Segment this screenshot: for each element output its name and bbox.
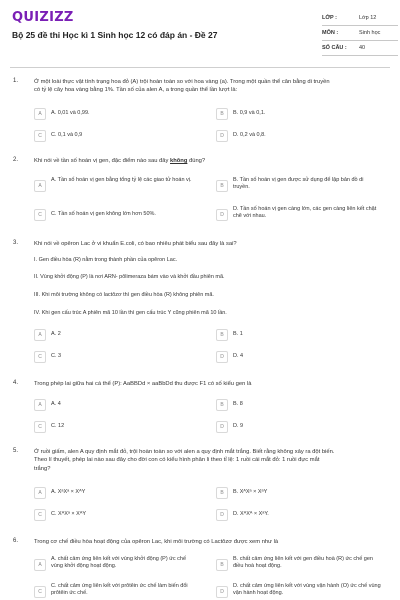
option-text: B. Tần số hoán vị gen được sử dụng để lập bản đồ di truyền.: [233, 177, 364, 190]
option-c[interactable]: [34, 130, 204, 142]
option-a[interactable]: [34, 399, 204, 411]
option-letter: D: [216, 586, 228, 598]
statement: II. Vùng khởi động (P) là nơi ARN- pôlimeraza bám vào và khởi đầu phiên mã.: [34, 274, 225, 280]
option-text: D. 0,2 và 0,8.: [233, 132, 266, 138]
emphasis-word: không: [170, 158, 188, 164]
option-d[interactable]: [216, 583, 386, 600]
option-text: D. 9: [233, 423, 244, 429]
option-letter: A: [34, 399, 46, 411]
option-letter: D: [216, 509, 228, 521]
question-line: Ở ruồi giấm, alen A quy định mắt đỏ, trội hoàn toàn so với alen a quy định mắt trắng. Biết rằng không xảy ra đột biến.: [34, 449, 335, 455]
option-letter: B: [216, 559, 228, 571]
option-text: B. chất cảm ứng liên kết với gen điều hoà (R) ức chế gen điều hoà hoạt động.: [233, 556, 373, 569]
option-text: B. 1: [233, 331, 243, 337]
option-letter: C: [34, 586, 46, 598]
option-c[interactable]: [34, 583, 204, 600]
option-c[interactable]: [34, 509, 204, 521]
question-stem: [34, 157, 390, 165]
statement: IV. Khi gen cấu trúc A phiên mã 10 lần thì gen cấu trúc Y cũng phiên mã 10 lần.: [34, 310, 227, 316]
option-d[interactable]: [216, 421, 386, 433]
option-text: A. Tần số hoán vị gen bằng tổng tỷ lệ các giao tử hoán vị.: [51, 177, 192, 183]
question-line: Theo lí thuyết, phép lai nào sau đây cho đời con có kiểu hình phân li theo tỉ lệ: 1 ruồi cái mắt đỏ: 1 ruồi đực mắt: [34, 457, 320, 464]
option-letter: D: [216, 351, 228, 363]
option-letter: B: [216, 329, 228, 341]
option-b[interactable]: [216, 329, 386, 341]
meta-label: MÔN :: [322, 30, 339, 36]
option-letter: A: [34, 487, 46, 499]
question-stem: Trong cơ chế điều hòa hoạt động của opêron Lac, khi môi trường có Lactôzơ được xem như là: [34, 539, 279, 545]
option-b[interactable]: [216, 108, 386, 120]
option-text: B. 0,9 và 0,1.: [233, 110, 266, 116]
option-text: A. chất cảm ứng liên kết với vùng khởi động (P) ức chế vùng khởi động hoạt động.: [51, 556, 187, 569]
question-number: 6.: [13, 538, 19, 544]
question-text: Khi nói về tần số hoán vị gen, đặc điểm nào sau đây: [34, 158, 170, 164]
option-letter: B: [216, 108, 228, 120]
statement: III. Khi môi trường không có lactôzơ thì gen điều hòa (R) không phiên mã.: [34, 292, 214, 298]
question-stem: [34, 78, 390, 95]
option-d[interactable]: [216, 206, 386, 224]
meta-row-count: [322, 42, 394, 56]
option-c[interactable]: [34, 351, 204, 363]
option-b[interactable]: [216, 556, 386, 574]
option-a[interactable]: [34, 487, 204, 499]
option-text: C. Tần số hoán vị gen không lớn hơn 50%.: [51, 211, 156, 217]
option-letter: A: [34, 329, 46, 341]
option-text: C. XᴬXᵃ × XᴬY: [51, 511, 87, 517]
option-a[interactable]: [34, 556, 204, 574]
option-text: C. chất cảm ứng liên kết với prôtêin ức chế làm biến đổi prôtêin ức chế.: [51, 583, 188, 596]
meta-value: 40: [359, 45, 366, 51]
option-text: D. chất cảm ứng liên kết với vùng vận hành (O) ức chế vùng vận hành hoạt động.: [233, 583, 381, 596]
question-number: 2.: [13, 157, 19, 163]
option-text: C. 12: [51, 423, 65, 429]
option-letter: C: [34, 209, 46, 221]
meta-label: SỐ CÂU :: [322, 45, 347, 51]
option-a[interactable]: [34, 108, 204, 120]
option-letter: C: [34, 351, 46, 363]
option-text: A. XᵃXᵃ × XᴬY: [51, 489, 86, 495]
question-stem: Trong phép lai giữa hai cá thể (P): AaBBDd × aaBbDd thu được F1 có số kiểu gen là: [34, 381, 252, 387]
question-number: 4.: [13, 380, 19, 386]
option-letter: D: [216, 209, 228, 221]
document-header: [0, 0, 400, 66]
option-letter: B: [216, 399, 228, 411]
option-a[interactable]: [34, 177, 204, 195]
option-letter: B: [216, 487, 228, 499]
option-text: A. 4: [51, 401, 61, 407]
option-text: B. 8: [233, 401, 243, 407]
option-a[interactable]: [34, 329, 204, 341]
question-line: có tỷ lệ cây hoa vàng bằng 1%. Tần số của alen A, a trong quần thể lần lượt là:: [34, 87, 238, 94]
question-text: đúng?: [187, 158, 206, 164]
quizizz-logo: QUIZIZZ: [12, 10, 74, 25]
meta-row-class: [322, 12, 394, 26]
option-letter: D: [216, 421, 228, 433]
option-text: A. 2: [51, 331, 61, 337]
page-title: Bộ 25 đề thi Học kì 1 Sinh học 12 có đáp án - Đề 27: [12, 30, 218, 40]
question-stem: [34, 448, 390, 473]
meta-value: Sinh học: [359, 30, 381, 36]
meta-row-subject: [322, 27, 394, 41]
option-text: D. XᴬXᴬ × XᵃY.: [233, 511, 269, 517]
option-text: D. 4: [233, 353, 244, 359]
option-text: B. XᴬXᵃ × XᵃY: [233, 489, 268, 495]
option-text: D. Tần số hoán vị gen càng lớn, các gen càng liên kết chặt chẽ với nhau.: [233, 206, 377, 219]
option-letter: C: [34, 130, 46, 142]
option-letter: A: [34, 180, 46, 192]
option-d[interactable]: [216, 351, 386, 363]
option-letter: D: [216, 130, 228, 142]
option-d[interactable]: [216, 130, 386, 142]
option-letter: A: [34, 108, 46, 120]
option-letter: B: [216, 180, 228, 192]
option-letter: A: [34, 559, 46, 571]
option-c[interactable]: [34, 421, 204, 433]
question-stem: Khi nói về opêron Lac ở vi khuẩn E.coli, có bao nhiêu phát biểu sau đây là sai?: [34, 241, 237, 247]
question-line: trắng?: [34, 465, 51, 472]
option-letter: C: [34, 421, 46, 433]
option-text: C. 0,1 và 0,9: [51, 132, 83, 138]
statement: I. Gen điều hòa (R) nằm trong thành phần của opêron Lac.: [34, 257, 178, 263]
question-number: 5.: [13, 448, 19, 454]
question-line: Ở một loài thực vật tính trạng hoa đỏ (A) trội hoàn toàn so với hoa vàng (a). Trong một quần thể cân bằng di truyền: [34, 79, 330, 85]
meta-label: LỚP :: [322, 15, 337, 21]
option-b[interactable]: [216, 399, 386, 411]
option-c[interactable]: [34, 209, 204, 221]
header-divider: [10, 67, 390, 68]
question-number: 1.: [13, 78, 19, 84]
option-text: A. 0,01 và 0,99.: [51, 110, 90, 116]
option-b[interactable]: [216, 177, 386, 195]
option-text: C. 3: [51, 353, 62, 359]
option-d[interactable]: [216, 509, 386, 521]
question-number: 3.: [13, 240, 19, 246]
option-b[interactable]: [216, 487, 386, 499]
option-letter: C: [34, 509, 46, 521]
meta-value: Lớp 12: [359, 15, 377, 21]
